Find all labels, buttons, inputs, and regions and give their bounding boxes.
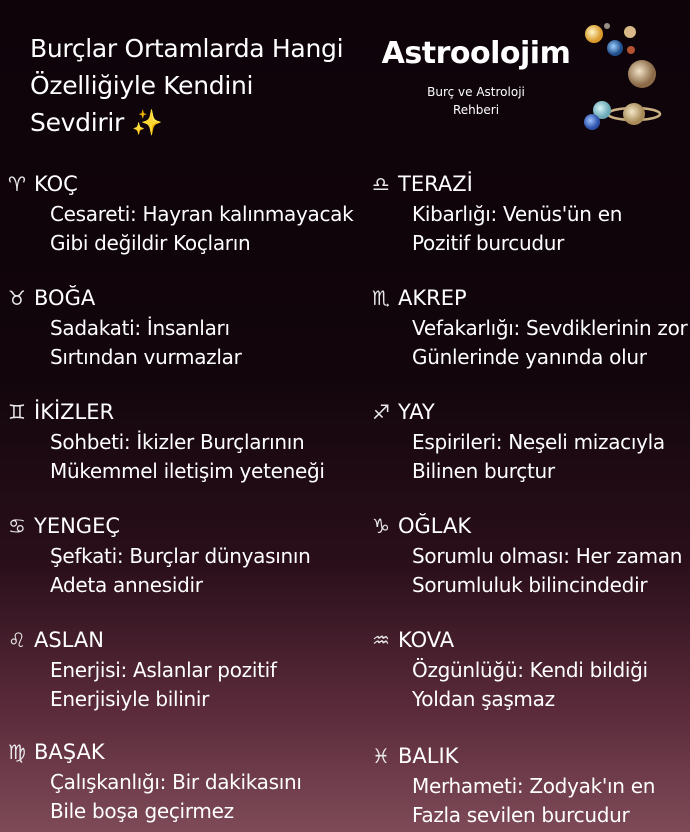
sign-name: YENGEÇ: [34, 514, 121, 538]
mercury-icon: [604, 23, 610, 29]
sign-oglak: [372, 512, 690, 600]
desc-line: Enerjisiyle bilinir: [50, 687, 210, 711]
desc-line: Sorumlu olması: Her zaman: [412, 544, 683, 568]
sign-yay: [372, 398, 690, 486]
sign-description: [8, 768, 338, 826]
cancer-icon: ♋: [8, 514, 26, 538]
libra-icon: ♎: [372, 172, 390, 196]
saturn-icon: [608, 103, 660, 125]
title-line-text: Sevdirir: [30, 108, 124, 137]
taurus-icon: ♉: [8, 286, 26, 310]
desc-line: Mükemmel iletişim yeteneği: [50, 459, 325, 483]
desc-line: Şefkati: Burçlar dünyasının: [50, 544, 311, 568]
gemini-icon: ♊: [8, 400, 26, 424]
desc-line: Fazla sevilen burcudur: [412, 803, 630, 827]
desc-line: Özgünlüğü: Kendi bildiği: [412, 658, 648, 682]
sign-yengec: [8, 512, 338, 600]
sign-basak: [8, 738, 338, 826]
leo-icon: ♌: [8, 628, 26, 652]
desc-line: Merhameti: Zodyak'ın en: [412, 774, 656, 798]
sign-name: TERAZİ: [398, 172, 473, 196]
sign-name: BAŞAK: [34, 740, 105, 764]
sign-description: [8, 428, 338, 486]
desc-line: Sırtından vurmazlar: [50, 345, 242, 369]
sign-terazi: [372, 170, 690, 258]
sign-name: YAY: [398, 400, 435, 424]
mars-icon: [627, 46, 635, 54]
jupiter-icon: [628, 60, 656, 88]
aries-icon: ♈: [8, 172, 26, 196]
sign-akrep: [372, 284, 690, 372]
sign-name: KOVA: [398, 628, 455, 652]
scorpio-icon: ♏: [372, 286, 390, 310]
sign-description: [372, 772, 690, 830]
sign-description: [372, 542, 690, 600]
neptune-icon: [584, 114, 600, 130]
brand-subtitle-line: Rehberi: [452, 103, 500, 117]
brand-subtitle-line: Burç ve Astroloji: [427, 85, 525, 99]
desc-line: Bile boşa geçirmez: [50, 799, 234, 823]
desc-line: Günlerinde yanında olur: [412, 345, 647, 369]
page-title: [30, 30, 360, 141]
desc-line: Çalışkanlığı: Bir dakikasını: [50, 770, 302, 794]
capricorn-icon: ♑: [372, 514, 390, 538]
sign-description: [8, 656, 338, 714]
sagittarius-icon: ♐: [372, 400, 390, 424]
sign-description: [372, 200, 690, 258]
sign-name: İKİZLER: [34, 400, 115, 424]
pisces-icon: ♓: [372, 744, 390, 768]
title-line: [30, 104, 360, 141]
sign-description: [8, 542, 338, 600]
desc-line: Yoldan şaşmaz: [412, 687, 555, 711]
sun-icon: [585, 25, 603, 43]
sign-aslan: [8, 626, 338, 714]
planets-illustration: [574, 18, 686, 134]
desc-line: Cesareti: Hayran kalınmayacak: [50, 202, 354, 226]
desc-line: Kibarlığı: Venüs'ün en: [412, 202, 623, 226]
desc-line: Adeta annesidir: [50, 573, 203, 597]
desc-line: Sorumluluk bilincindedir: [412, 573, 648, 597]
sign-description: [372, 656, 690, 714]
desc-line: Vefakarlığı: Sevdiklerinin zor: [412, 316, 688, 340]
desc-line: Espirileri: Neşeli mizacıyla: [412, 430, 665, 454]
desc-line: Bilinen burçtur: [412, 459, 555, 483]
sign-name: ASLAN: [34, 628, 104, 652]
sign-ikizler: [8, 398, 338, 486]
sign-description: [8, 200, 354, 258]
title-line: Burçlar Ortamlarda Hangi: [30, 34, 344, 63]
desc-line: Sohbeti: İkizler Burçlarının: [50, 430, 305, 454]
sign-boga: [8, 284, 338, 372]
desc-line: Enerjisi: Aslanlar pozitif: [50, 658, 277, 682]
sign-description: [372, 314, 690, 372]
title-line: Özelliğiyle Kendini: [30, 71, 254, 100]
brand-block: [376, 36, 576, 119]
sign-kova: [372, 626, 690, 714]
desc-line: Sadakati: İnsanları: [50, 316, 230, 340]
virgo-icon: ♍: [8, 740, 26, 764]
sign-balik: [372, 742, 690, 830]
sign-description: [372, 428, 690, 486]
sign-koc: [8, 170, 354, 258]
aquarius-icon: ♒: [372, 628, 390, 652]
sign-name: KOÇ: [34, 172, 78, 196]
venus-icon: [624, 26, 636, 38]
sparkle-icon: ✨: [131, 108, 163, 137]
desc-line: Pozitif burcudur: [412, 231, 565, 255]
sign-name: BOĞA: [34, 286, 96, 310]
sign-name: BALIK: [398, 744, 459, 768]
brand-name: Astroolojim: [381, 36, 571, 71]
brand-subtitle: [376, 83, 576, 119]
desc-line: Gibi değildir Koçların: [50, 231, 251, 255]
sign-description: [8, 314, 338, 372]
sign-name: OĞLAK: [398, 514, 472, 538]
sign-name: AKREP: [398, 286, 467, 310]
earth-icon: [607, 40, 623, 56]
